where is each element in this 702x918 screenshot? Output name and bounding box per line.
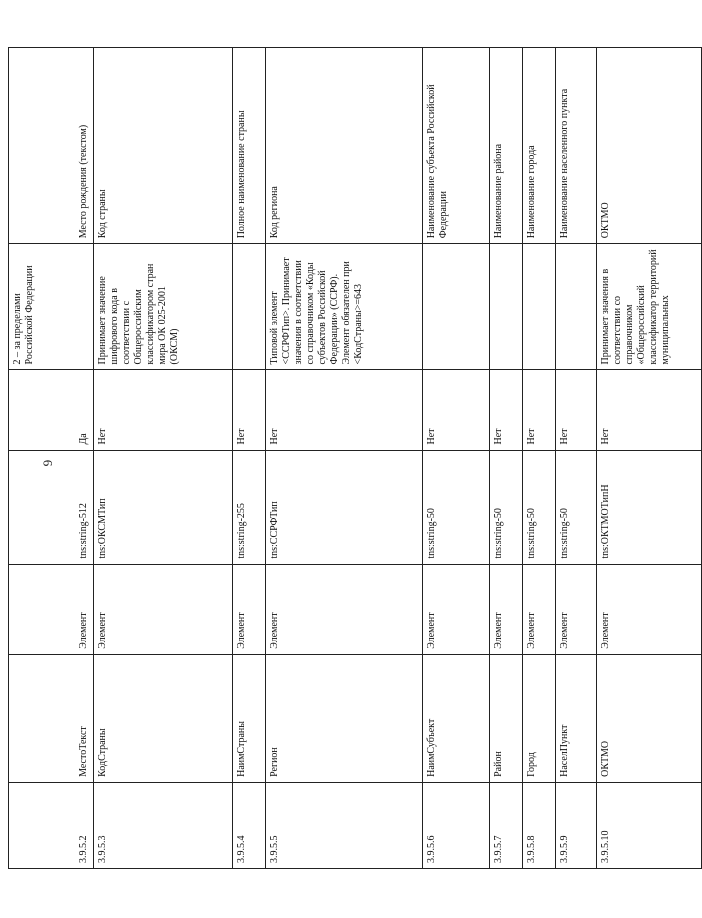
cell-num: 3.9.5.6 [423,782,490,868]
cell-name: Город [523,654,556,782]
cell-name: ОКТМО [597,654,702,782]
cell-meaning: Код региона [266,48,423,244]
cell-kind: Элемент [233,564,266,654]
cell-required: Нет [94,370,233,450]
cell-meaning: Наименование города [523,48,556,244]
cell-type: tns:string-50 [523,450,556,564]
cell-kind: Элемент [556,564,597,654]
cell-values [556,244,597,370]
table-row [523,48,556,869]
cell-type: tns:string-512 [9,450,94,564]
cell-values: Типовой элемент <ССРФТип>. Принимает значения в соответствии со справочником «Коды субъектов Российской Федерации» (ССРФ). Элемент обязателен при <КодСтраны>=643 [266,244,423,370]
cell-num: 3.9.5.3 [94,782,233,868]
cell-required: Нет [266,370,423,450]
cell-type: tns:ОКСМТип [94,450,233,564]
cell-name: НаимСтраны [233,654,266,782]
cell-name: НаселПункт [556,654,597,782]
table-body [9,48,702,869]
table-row [597,48,702,869]
table-row [556,48,597,869]
table-row [423,48,490,869]
cell-values [233,244,266,370]
table-row [94,48,233,869]
cell-required: Нет [523,370,556,450]
cell-num: 3.9.5.4 [233,782,266,868]
cell-num: 3.9.5.8 [523,782,556,868]
cell-meaning: Наименование субъекта Российской Федерации [423,48,490,244]
cell-kind: Элемент [597,564,702,654]
cell-type: tns:ССРФТип [266,450,423,564]
cell-meaning: ОКТМО [597,48,702,244]
cell-num: 3.9.5.7 [490,782,523,868]
cell-type: tns:string-255 [233,450,266,564]
cell-values [490,244,523,370]
cell-type: tns:ОКТМОТипН [597,450,702,564]
cell-required: Нет [490,370,523,450]
cell-kind: Элемент [523,564,556,654]
cell-kind: Элемент [266,564,423,654]
cell-kind: Элемент [423,564,490,654]
table-row [490,48,523,869]
table-row [266,48,423,869]
cell-kind: Элемент [94,564,233,654]
cell-required: Да [9,370,94,450]
cell-values [523,244,556,370]
cell-meaning: Место рождения (текстом) [9,48,94,244]
cell-name: МестоТекст [9,654,94,782]
table-row [9,48,94,869]
cell-values [423,244,490,370]
cell-kind: Элемент [490,564,523,654]
cell-type: tns:string-50 [423,450,490,564]
cell-name: КодСтраны [94,654,233,782]
cell-name: Регион [266,654,423,782]
cell-meaning: Наименование населенного пункта [556,48,597,244]
cell-num: 3.9.5.2 [9,782,94,868]
cell-num: 3.9.5.5 [266,782,423,868]
element-table [8,47,702,869]
cell-num: 3.9.5.9 [556,782,597,868]
cell-values: 2 – за пределами Российской Федерации [9,244,94,370]
cell-required: Нет [423,370,490,450]
cell-required: Нет [556,370,597,450]
cell-meaning: Полное наименование страны [233,48,266,244]
cell-required: Нет [233,370,266,450]
rotated-table-container [8,47,671,869]
cell-meaning: Код страны [94,48,233,244]
cell-values: Принимает значения в соответствии со справочником «Общероссийский классификатор территорий муниципальных [597,244,702,370]
cell-name: Район [490,654,523,782]
cell-type: tns:string-50 [490,450,523,564]
cell-values: Принимает значение шифрового кода в соответствии с Общероссийским классификатором стран мира ОК 025-2001 (ОКСМ) [94,244,233,370]
cell-num: 3.9.5.10 [597,782,702,868]
cell-kind: Элемент [9,564,94,654]
table-row [233,48,266,869]
page-number: 6 [40,459,56,467]
cell-meaning: Наименование района [490,48,523,244]
cell-type: tns:string-50 [556,450,597,564]
cell-name: НаимСубъект [423,654,490,782]
cell-required: Нет [597,370,702,450]
